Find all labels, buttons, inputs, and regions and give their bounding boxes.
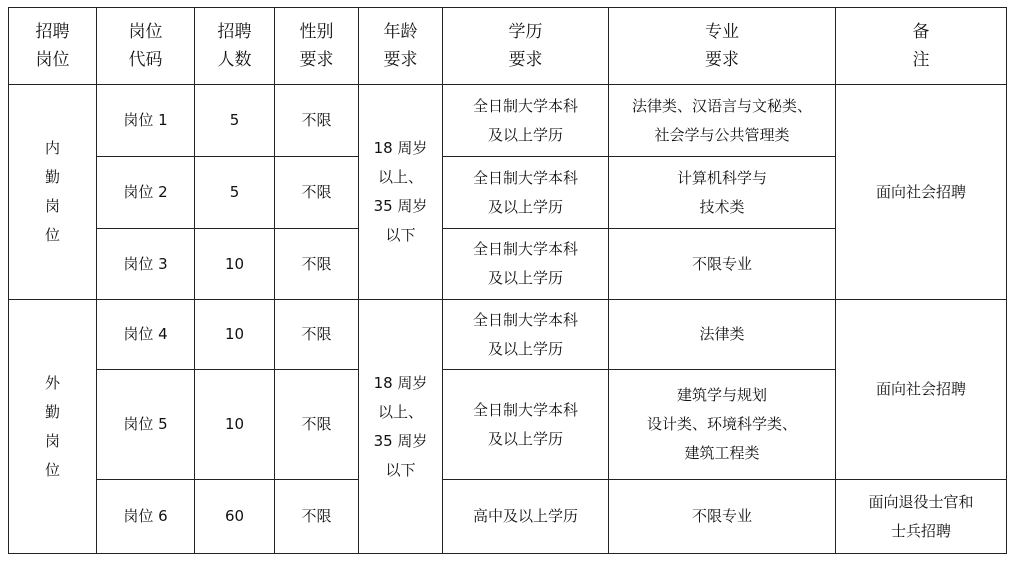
gender-cell: 不限 [275, 157, 359, 229]
position-code-cell: 岗位 4 [97, 300, 195, 370]
age-cell-office: 18 周岁 以上、 35 周岁 以下 [359, 85, 443, 300]
major-cell: 不限专业 [609, 480, 836, 554]
category-cell-office: 内 勤 岗 位 [9, 85, 97, 300]
education-cell: 全日制大学本科 及以上学历 [443, 370, 609, 480]
header-position-code: 岗位 代码 [97, 8, 195, 85]
gender-cell: 不限 [275, 300, 359, 370]
major-cell: 不限专业 [609, 229, 836, 300]
position-code-cell: 岗位 3 [97, 229, 195, 300]
headcount-cell: 10 [195, 300, 275, 370]
education-cell: 全日制大学本科 及以上学历 [443, 300, 609, 370]
gender-cell: 不限 [275, 85, 359, 157]
headcount-cell: 60 [195, 480, 275, 554]
position-code-cell: 岗位 5 [97, 370, 195, 480]
headcount-cell: 10 [195, 370, 275, 480]
header-position: 招聘 岗位 [9, 8, 97, 85]
position-code-cell: 岗位 1 [97, 85, 195, 157]
major-cell: 法律类、汉语言与文秘类、 社会学与公共管理类 [609, 85, 836, 157]
position-code-cell: 岗位 2 [97, 157, 195, 229]
table-row [9, 300, 1007, 370]
education-cell: 全日制大学本科 及以上学历 [443, 85, 609, 157]
remarks-cell-office: 面向社会招聘 [836, 85, 1007, 300]
major-cell: 建筑学与规划 设计类、环境科学类、 建筑工程类 [609, 370, 836, 480]
gender-cell: 不限 [275, 480, 359, 554]
headcount-cell: 5 [195, 85, 275, 157]
gender-cell: 不限 [275, 370, 359, 480]
header-row [9, 8, 1007, 85]
header-age: 年龄 要求 [359, 8, 443, 85]
table-row [9, 85, 1007, 157]
header-remarks: 备 注 [836, 8, 1007, 85]
major-cell: 计算机科学与 技术类 [609, 157, 836, 229]
headcount-cell: 5 [195, 157, 275, 229]
header-education: 学历 要求 [443, 8, 609, 85]
remarks-cell-veterans: 面向退役士官和 士兵招聘 [836, 480, 1007, 554]
headcount-cell: 10 [195, 229, 275, 300]
major-cell: 法律类 [609, 300, 836, 370]
gender-cell: 不限 [275, 229, 359, 300]
recruitment-table [8, 7, 1007, 554]
header-major: 专业 要求 [609, 8, 836, 85]
remarks-cell-field: 面向社会招聘 [836, 300, 1007, 480]
education-cell: 全日制大学本科 及以上学历 [443, 157, 609, 229]
position-code-cell: 岗位 6 [97, 480, 195, 554]
education-cell: 全日制大学本科 及以上学历 [443, 229, 609, 300]
age-cell-field: 18 周岁 以上、 35 周岁 以下 [359, 300, 443, 554]
category-cell-field: 外 勤 岗 位 [9, 300, 97, 554]
education-cell: 高中及以上学历 [443, 480, 609, 554]
table-row [9, 480, 1007, 554]
header-headcount: 招聘 人数 [195, 8, 275, 85]
header-gender: 性别 要求 [275, 8, 359, 85]
